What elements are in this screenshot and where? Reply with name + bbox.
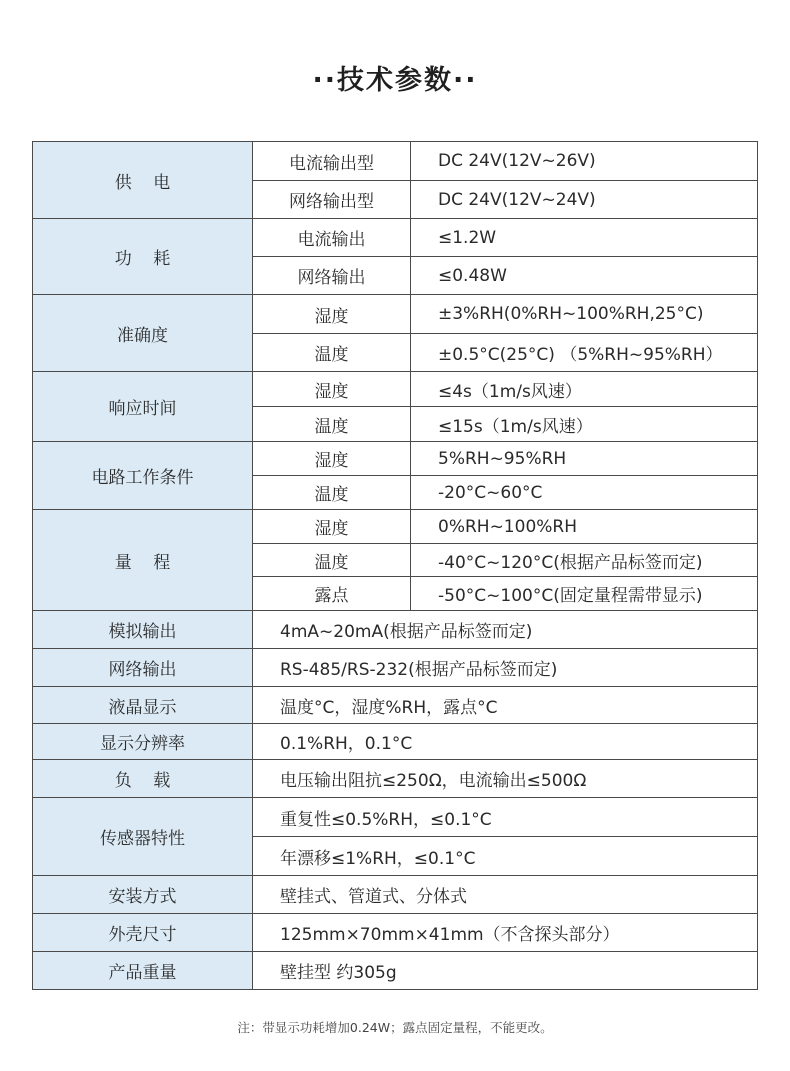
row-label-sensor: 传感器特性 <box>33 798 253 876</box>
row-label-network: 网络输出 <box>33 649 253 687</box>
sub-label: 温度 <box>253 407 411 442</box>
sub-label: 电流输出型 <box>253 142 411 181</box>
table-row <box>33 510 758 544</box>
sub-label: 湿度 <box>253 510 411 544</box>
value-cell: ≤0.48W <box>411 257 758 295</box>
sub-label: 湿度 <box>253 295 411 334</box>
table-row <box>33 372 758 407</box>
row-label-consumption: 功 耗 <box>33 219 253 295</box>
value-cell: 重复性≤0.5%RH，≤0.1°C <box>253 798 758 837</box>
section-title: ··技术参数·· <box>312 65 478 96</box>
sub-label: 温度 <box>253 476 411 510</box>
table-row <box>33 649 758 687</box>
table-row <box>33 442 758 476</box>
value-cell: 壁挂式、管道式、分体式 <box>253 876 758 914</box>
value-cell: -20°C~60°C <box>411 476 758 510</box>
table-row <box>33 760 758 798</box>
value-cell: 125mm×70mm×41mm（不含探头部分） <box>253 914 758 952</box>
row-label-install: 安装方式 <box>33 876 253 914</box>
value-cell: ≤4s（1m/s风速） <box>411 372 758 407</box>
sub-label: 温度 <box>253 334 411 372</box>
value-cell: ±3%RH(0%RH~100%RH,25°C) <box>411 295 758 334</box>
value-cell: 电压输出阻抗≤250Ω，电流输出≤500Ω <box>253 760 758 798</box>
value-cell: ≤15s（1m/s风速） <box>411 407 758 442</box>
row-label-lcd: 液晶显示 <box>33 687 253 724</box>
row-label-weight: 产品重量 <box>33 952 253 990</box>
sub-label: 湿度 <box>253 442 411 476</box>
spec-table <box>32 141 758 990</box>
value-cell: ≤1.2W <box>411 219 758 257</box>
table-row <box>33 914 758 952</box>
value-cell: -40°C~120°C(根据产品标签而定) <box>411 544 758 577</box>
sub-label: 网络输出型 <box>253 181 411 219</box>
value-cell: RS-485/RS-232(根据产品标签而定) <box>253 649 758 687</box>
value-cell: 壁挂型 约305g <box>253 952 758 990</box>
sub-label: 网络输出 <box>253 257 411 295</box>
value-cell: DC 24V(12V~24V) <box>411 181 758 219</box>
table-row <box>33 798 758 837</box>
row-label-accuracy: 准确度 <box>33 295 253 372</box>
row-label-resolution: 显示分辨率 <box>33 724 253 760</box>
value-cell: 5%RH~95%RH <box>411 442 758 476</box>
table-row <box>33 611 758 649</box>
value-cell: 0.1%RH，0.1°C <box>253 724 758 760</box>
table-row <box>33 724 758 760</box>
row-label-response: 响应时间 <box>33 372 253 442</box>
sub-label: 电流输出 <box>253 219 411 257</box>
footnote: 注：带显示功耗增加0.24W；露点固定量程，不能更改。 <box>237 1020 553 1035</box>
table-row <box>33 295 758 334</box>
table-row <box>33 952 758 990</box>
table-row <box>33 876 758 914</box>
sub-label: 湿度 <box>253 372 411 407</box>
row-label-range: 量 程 <box>33 510 253 611</box>
value-cell: 温度°C，湿度%RH，露点°C <box>253 687 758 724</box>
table-row <box>33 219 758 257</box>
sub-label: 露点 <box>253 577 411 611</box>
value-cell: DC 24V(12V~26V) <box>411 142 758 181</box>
value-cell: ±0.5°C(25°C) （5%RH~95%RH） <box>411 334 758 372</box>
row-label-load: 负 载 <box>33 760 253 798</box>
value-cell: 0%RH~100%RH <box>411 510 758 544</box>
row-label-size: 外壳尺寸 <box>33 914 253 952</box>
value-cell: 4mA~20mA(根据产品标签而定) <box>253 611 758 649</box>
value-cell: -50°C~100°C(固定量程需带显示) <box>411 577 758 611</box>
sub-label: 温度 <box>253 544 411 577</box>
value-cell: 年漂移≤1%RH，≤0.1°C <box>253 837 758 876</box>
row-label-power: 供 电 <box>33 142 253 219</box>
row-label-analog: 模拟输出 <box>33 611 253 649</box>
row-label-operating: 电路工作条件 <box>33 442 253 510</box>
table-row <box>33 687 758 724</box>
table-row <box>33 142 758 181</box>
